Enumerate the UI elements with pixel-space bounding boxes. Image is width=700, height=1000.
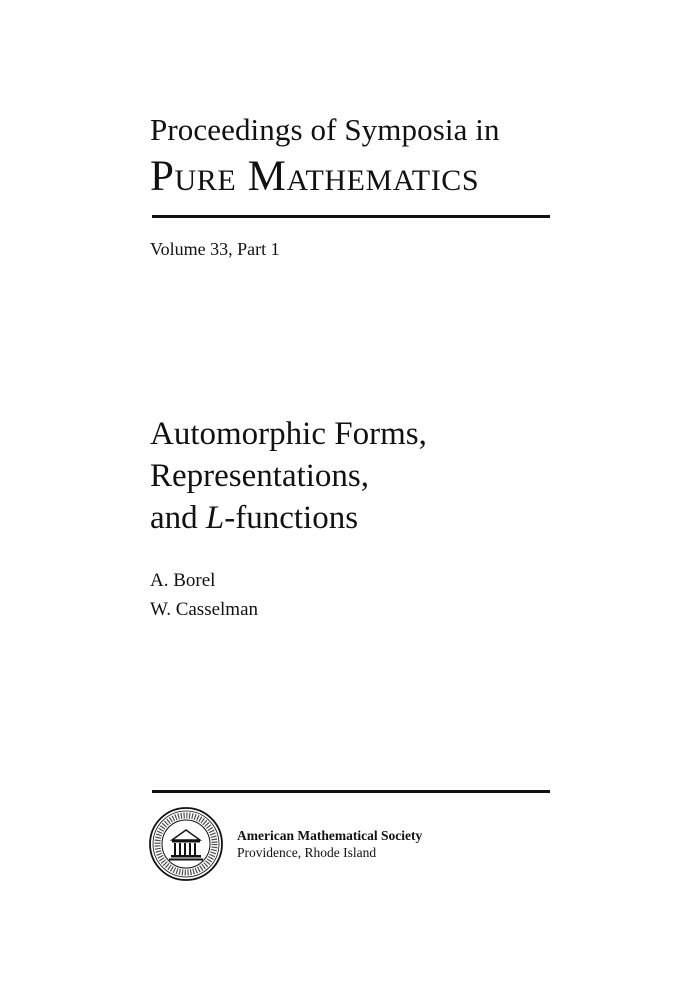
book-title-line2: Representations, xyxy=(150,458,370,494)
bottom-rule xyxy=(152,790,550,793)
volume-label: Volume 33, Part 1 xyxy=(150,239,280,259)
title-line3-italic: L xyxy=(205,500,225,536)
publisher-location: Providence, Rhode Island xyxy=(237,845,377,860)
series-title-line2: Pure Mathematics xyxy=(150,153,480,200)
ams-seal-icon xyxy=(148,806,224,882)
author-2: W. Casselman xyxy=(150,599,259,620)
authors xyxy=(150,566,258,624)
book-title-line3 xyxy=(150,497,427,539)
publisher-name: American Mathematical Society xyxy=(237,828,423,843)
title-line3-prefix: and xyxy=(150,500,206,536)
book-title-line1: Automorphic Forms, xyxy=(150,416,427,452)
title-line3-suffix: -functions xyxy=(224,500,359,536)
author-1: A. Borel xyxy=(150,570,216,591)
book-title xyxy=(150,413,427,539)
top-rule xyxy=(152,215,550,218)
publisher-block xyxy=(237,827,422,861)
series-title-line1: Proceedings of Symposia in xyxy=(150,112,500,147)
